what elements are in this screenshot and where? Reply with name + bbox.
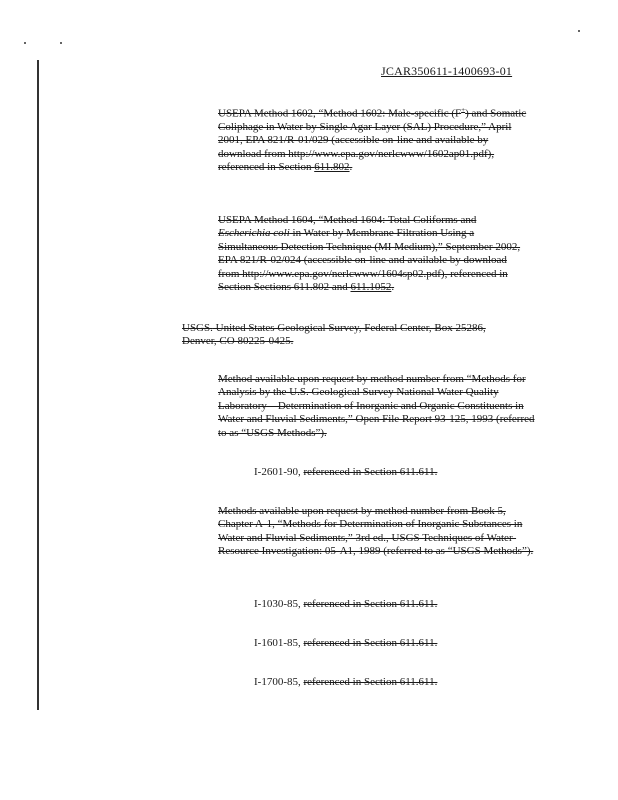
method-struck-text: referenced in Section 611.611.: [303, 676, 438, 688]
usgs-methods-reference-2: [218, 505, 538, 559]
method-number: I-1700-85,: [254, 676, 304, 688]
method-i2601: [254, 466, 494, 479]
method-i2601-struck: referenced in Section 611.611.: [303, 466, 438, 478]
usepa-1604-section: 611.1052: [350, 281, 392, 294]
scan-speck: [578, 30, 580, 32]
usepa-1602-end: .: [349, 161, 353, 174]
usepa-1602-section: 611.802: [314, 161, 350, 174]
method-struck-text: referenced in Section 611.611.: [303, 598, 438, 610]
usepa-1604-text-1: USEPA Method 1604, “Method 1604: Total Coliforms and: [218, 214, 477, 226]
usepa-1604-end: .: [391, 281, 395, 294]
scan-speck: [24, 42, 26, 44]
usgs-methods-1-text: Method available upon request by method number from “Methods for Analysis by the U.S. Geological Survey National Water Quality Laboratory – Determination of Inorganic and Organic Constituents in Water and Fluvial Sediments,” Open File Report 93-125, 1993 (referred to as “USGS Methods”).: [218, 373, 535, 439]
document-id: JCAR350611-1400693-01: [381, 64, 513, 78]
usgs-abbr: USGS.: [182, 322, 213, 334]
usepa-1604-text-2: in Water by Membrane Filtration Using a Simultaneous Detection Technique (MI Medium),” September 2002, EPA 821/R-02/024 (accessible on-line and available by download from http://www.epa.gov/nerlcwww/1604sp02.pdf), referenced in Section: [218, 227, 521, 294]
scan-speck: [60, 42, 62, 44]
usepa-1602-superscript: +: [461, 106, 466, 114]
usgs-reference: [182, 322, 522, 349]
method-number: I-1030-85,: [254, 598, 304, 610]
usepa-1604-italic: Escherichia coli: [218, 227, 290, 240]
usgs-methods-2-text: Methods available upon request by method number from Book 5, Chapter A-1, “Methods for Determination of Inorganic Substances in Water and Fluvial Sediments,” 3rd ed., USGS Techniques of Water-Resource Investigation: 05-A1, 1989 (referred to as “USGS Methods”).: [218, 505, 534, 558]
usepa-1602-text-1: USEPA Method 1602, “Method 1602: Male-specific (F: [218, 107, 462, 120]
usepa-1604-sections-struck: Sections 611.802 and: [253, 281, 351, 294]
margin-revision-bar: [37, 60, 39, 710]
method-list-item: [254, 676, 494, 689]
method-i2601-number: I-2601-90,: [254, 466, 304, 478]
usgs-text: United States Geological Survey, Federal Center, Box 25286, Denver, CO 80225-0425.: [182, 322, 486, 348]
usepa-1604-reference: [218, 214, 528, 294]
method-struck-text: referenced in Section 611.611.: [303, 637, 438, 649]
usepa-1602-reference: [218, 104, 528, 175]
method-list-item: [254, 598, 494, 611]
method-number: I-1601-85,: [254, 637, 304, 649]
method-list-item: [254, 637, 494, 650]
usepa-1602-text-2: ) and Somatic Coliphage in Water by Single Agar Layer (SAL) Procedure,” April 2001, EPA 821/R-01/029 (accessible on-line and available by download from http://www.epa.gov/nerlcwww/1602ap01.pdf), referenced in Section: [218, 107, 527, 174]
usgs-methods-reference-1: [218, 373, 538, 440]
